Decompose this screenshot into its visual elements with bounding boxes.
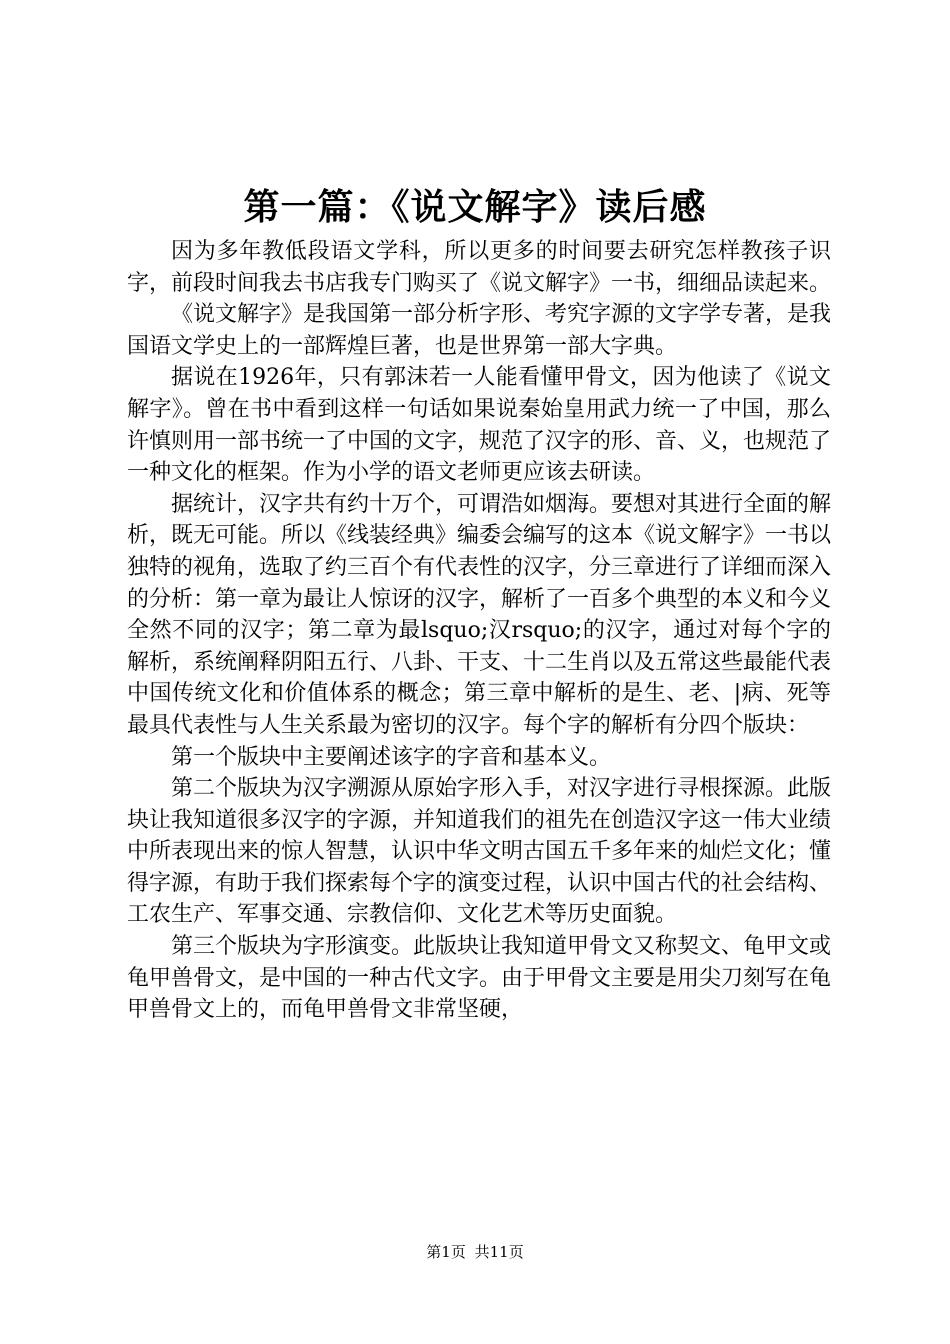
- paragraph-2: 《说文解字》是我国第一部分析字形、考究字源的文字学专著，是我国语文学史上的一部辉煌巨著，也是世界第一部大字典。: [127, 302, 832, 359]
- paragraph-5: 第一个版块中主要阐述该字的字音和基本义。: [171, 744, 612, 770]
- page-number: 第1页: [426, 1243, 466, 1261]
- paragraph-1: 因为多年教低段语文学科，所以更多的时间要去研究怎样教孩子识字，前段时间我去书店我专门购买了《说文解字》一书，细细品读起来。: [127, 239, 832, 296]
- paragraph-6: 第二个版块为汉字溯源从原始字形入手，对汉字进行寻根探源。此版块让我知道很多汉字的字源，并知道我们的祖先在创造汉字这一伟大业绩中所表现出来的惊人智慧，认识中华文明古国五千多年来的灿烂文化；懂得字源，有助于我们探索每个字的演变过程，认识中国古代的社会结构、工农生产、军事交通、宗教信仰、文化艺术等历史面貌。: [127, 776, 832, 928]
- page-footer: [0, 1242, 950, 1262]
- paragraph-4: 据统计，汉字共有约十万个，可谓浩如烟海。要想对其进行全面的解析，既无可能。所以《线装经典》编委会编写的这本《说文解字》一书以独特的视角，选取了约三百个有代表性的汉字，分三章进行了详细而深入的分析：第一章为最让人惊讶的汉字，解析了一百多个典型的本义和今义全然不同的汉字；第二章为最lsquo;汉rsquo;的汉字，通过对每个字的解析，系统阐释阴阳五行、八卦、干支、十二生肖以及五常这些最能代表中国传统文化和价值体系的概念；第三章中解析的是生、老、|病、死等最具代表性与人生关系最为密切的汉字。每个字的解析有分四个版块：: [127, 491, 832, 738]
- page-title: 第一篇：《说文解字》读后感: [243, 187, 707, 228]
- page-total: 共11页: [474, 1243, 524, 1261]
- paragraph-7: 第三个版块为字形演变。此版块让我知道甲骨文又称契文、龟甲文或龟甲兽骨文，是中国的一种古代文字。由于甲骨文主要是用尖刀刻写在龟甲兽骨文上的，而龟甲兽骨文非常坚硬，: [127, 934, 832, 1023]
- body-text: [127, 236, 831, 1026]
- paragraph-3: 据说在1926年，只有郭沫若一人能看懂甲骨文，因为他读了《说文解字》。曾在书中看到这样一句话如果说秦始皇用武力统一了中国，那么许慎则用一部书统一了中国的文字，规范了汉字的形、音、义，也规范了一种文化的框架。作为小学的语文老师更应该去研读。: [127, 365, 832, 486]
